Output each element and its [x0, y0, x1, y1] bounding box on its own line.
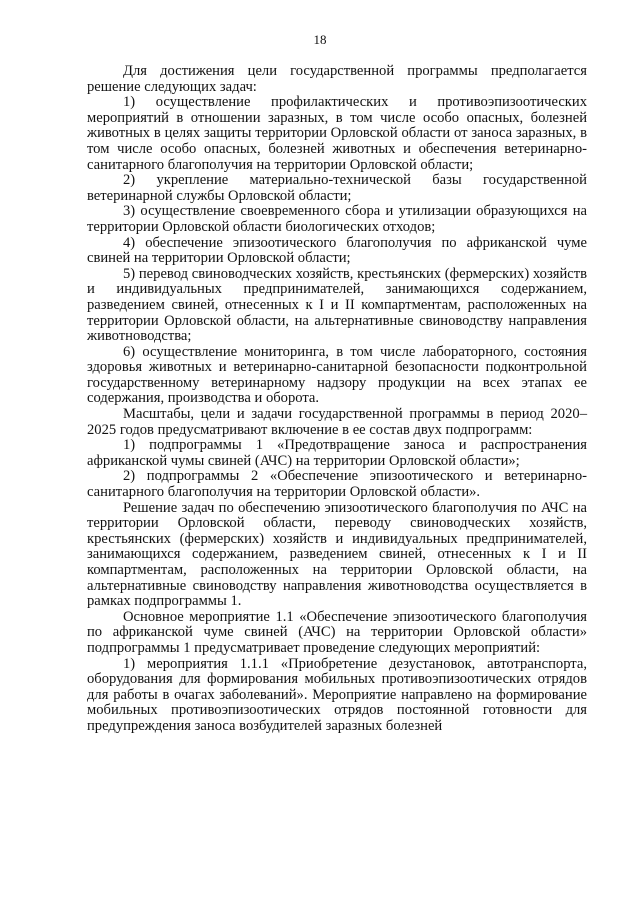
paragraph-subprogram-2: 2) подпрограммы 2 «Обеспечение эпизоотического и ветеринарно-санитарного благополучия на территории Орловской области». — [87, 468, 587, 501]
paragraph-intro: Для достижения цели государственной программы предполагается решение следующих задач: — [87, 63, 587, 95]
paragraph-solution: Решение задач по обеспечению эпизоотического благополучия по АЧС на территории Орловской области, переводу свиноводческих хозяйств, крестьянских (фермерских) хозяйств и индивидуальных предпринимателей, занимающихся содержанием, разведением свиней, отнесенных к I и II компартментам, расположенных на территории Орловской области, на альтернативные свиноводству направления животноводства осуществляется в рамках подпрограммы 1. — [87, 499, 587, 610]
paragraph-task-1: 1) осуществление профилактических и противоэпизоотических мероприятий в отношении заразных, в том числе особо опасных, болезней животных в целях защиты территории Орловской области от заноса заразных, в том числе особо опасных, болезней животных и обеспечения ветеринарно-санитарного благополучия на территории Орловской области; — [87, 94, 587, 173]
paragraph-main-activity: Основное мероприятие 1.1 «Обеспечение эпизоотического благополучия по африканской чуме свиней (АЧС) на территории Орловской области» подпрограммы 1 предусматривает проведение следующих мероприятий: — [87, 608, 587, 656]
paragraph-task-2: 2) укрепление материально-технической базы государственной ветеринарной службы Орловской области; — [87, 172, 587, 204]
paragraph-task-4: 4) обеспечение эпизоотического благополучия по африканской чуме свиней на территории Орловской области; — [87, 234, 587, 267]
page-number: 18 — [313, 32, 327, 47]
paragraph-task-3: 3) осуществление своевременного сбора и утилизации образующихся на территории Орловской области биологических отходов; — [87, 203, 587, 235]
paragraph-task-5: 5) перевод свиноводческих хозяйств, крестьянских (фермерских) хозяйств и индивидуальных предпринимателей, занимающихся содержанием, разведением свиней, отнесенных к I и II компартментам, расположенных на территории Орловской области, на альтернативные свиноводству направления животноводства; — [87, 265, 587, 345]
document-body — [87, 64, 587, 735]
paragraph-subprogram-1: 1) подпрограммы 1 «Предотвращение заноса и распространения африканской чумы свиней (АЧС) на территории Орловской области»; — [87, 437, 587, 469]
paragraph-scope: Масштабы, цели и задачи государственной программы в период 2020–2025 годов предусматривают включение в ее состав двух подпрограмм: — [87, 406, 587, 438]
paragraph-task-6: 6) осуществление мониторинга, в том числе лабораторного, состояния здоровья животных и ветеринарно-санитарной безопасности подконтрольной государственному ветеринарному надзору продукции на всех этапах ее содержания, производства и оборота. — [87, 343, 587, 407]
paragraph-activity-1-1-1: 1) мероприятия 1.1.1 «Приобретение дезустановок, автотранспорта, оборудования для формирования мобильных противоэпизоотических отрядов для работы в очагах заболеваний». Мероприятие направлено на формирование мобильных противоэпизоотических отрядов постоянной готовности для предупреждения заноса возбудителей заразных болезней — [87, 655, 587, 734]
